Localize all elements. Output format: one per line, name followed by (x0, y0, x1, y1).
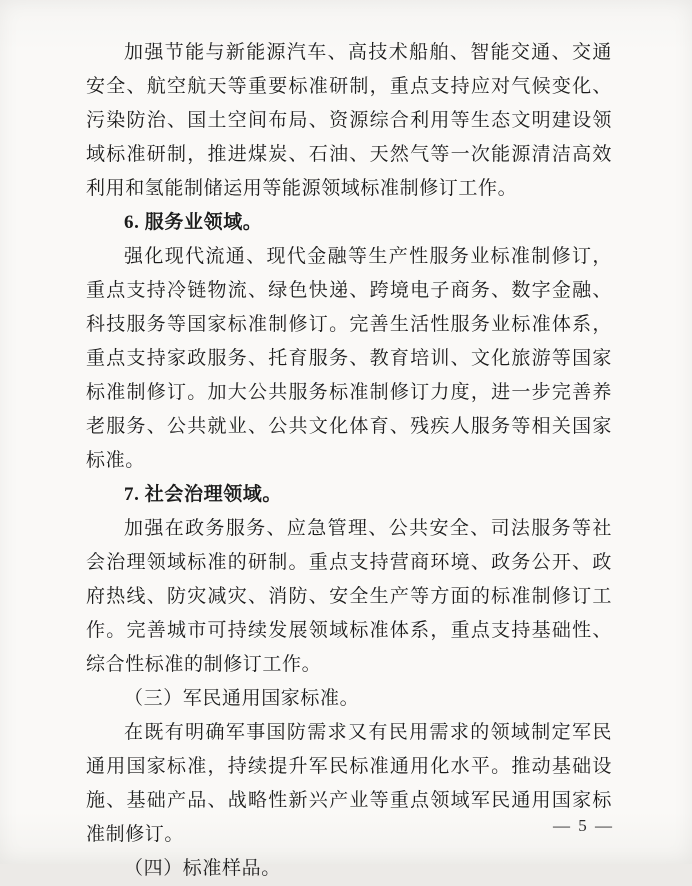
page-number: — 5 — (553, 816, 614, 835)
section-heading-3-military-civil: （三）军民通用国家标准。 (124, 688, 360, 709)
body-paragraph-military-civil: 在既有明确军事国防需求又有民用需求的领域制定军民通用国家标准，持续提升军民标准通用化水平。推动基础设施、基础产品、战略性新兴产业等重点领域军民通用国家标准制修订。 (86, 722, 612, 845)
section-heading-4-reference-samples: （四）标准样品。 (124, 858, 281, 879)
document-body (86, 36, 612, 886)
section-heading-6-services: 6. 服务业领域。 (124, 212, 263, 233)
body-paragraph-services: 强化现代流通、现代金融等生产性服务业标准制修订，重点支持冷链物流、绿色快递、跨境电子商务、数字金融、科技服务等国家标准制修订。完善生活性服务业标准体系，重点支持家政服务、托育服务、教育培训、文化旅游等国家标准制修订。加大公共服务标准制修订力度，进一步完善养老服务、公共就业、公共文化体育、残疾人服务等相关国家标准。 (86, 246, 612, 471)
section-heading-7-governance: 7. 社会治理领域。 (124, 484, 283, 505)
body-paragraph-governance: 加强在政务服务、应急管理、公共安全、司法服务等社会治理领域标准的研制。重点支持营商环境、政务公开、政府热线、防灾减灾、消防、安全生产等方面的标准制修订工作。完善城市可持续发展领域标准体系，重点支持基础性、综合性标准的制修订工作。 (86, 518, 612, 675)
body-paragraph-energy-standards: 加强节能与新能源汽车、高技术船舶、智能交通、交通安全、航空航天等重要标准研制，重点支持应对气候变化、污染防治、国土空间布局、资源综合利用等生态文明建设领域标准研制，推进煤炭、石油、天然气等一次能源清洁高效利用和氢能制储运用等能源领域标准制修订工作。 (86, 42, 612, 199)
